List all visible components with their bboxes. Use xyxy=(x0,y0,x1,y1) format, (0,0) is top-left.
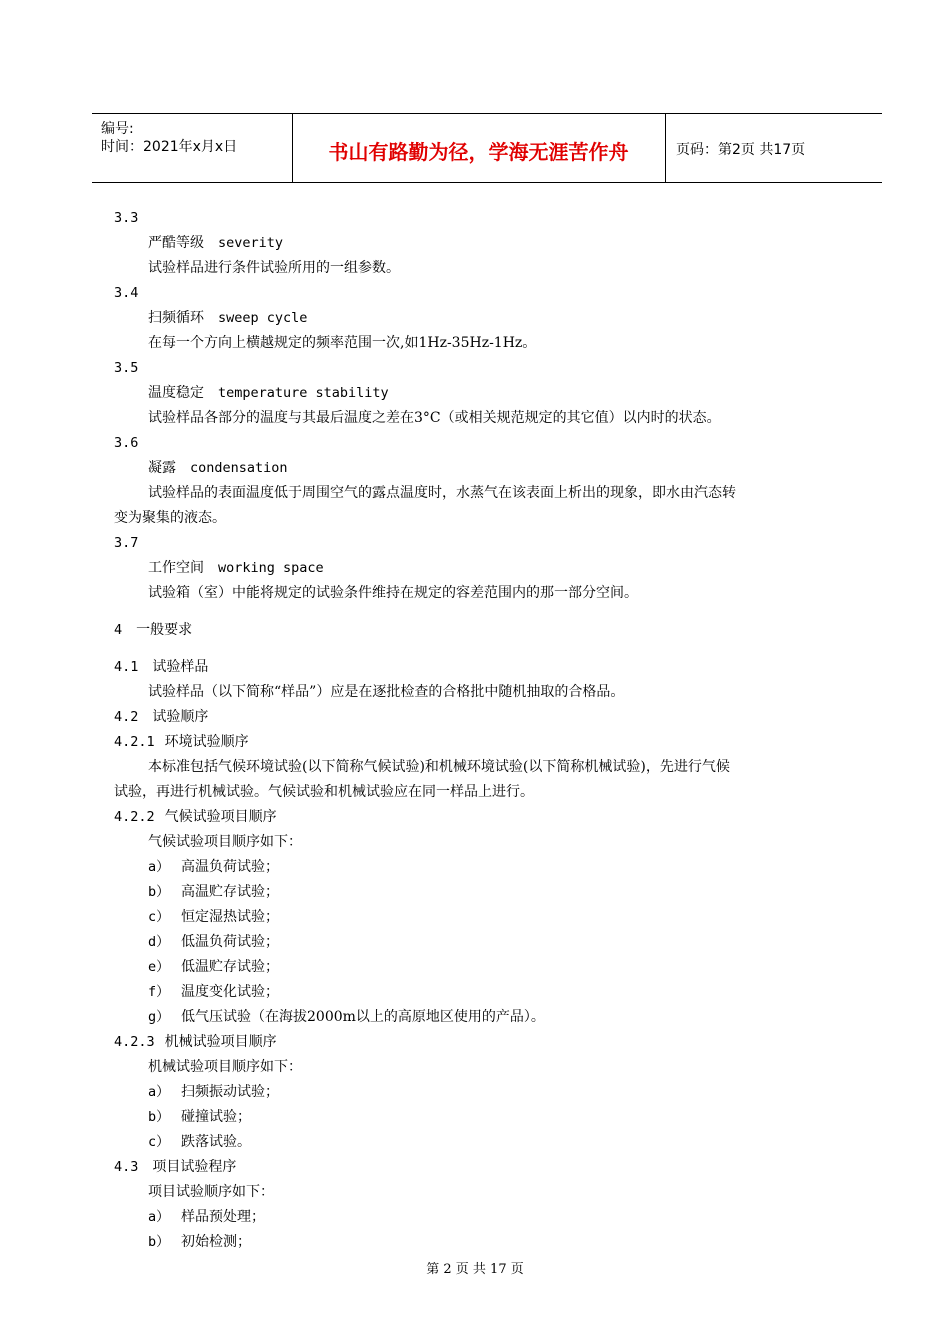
list-text: 初始检测； xyxy=(181,1234,251,1250)
term-number: 3.6 xyxy=(114,435,139,451)
number-label: 编号: xyxy=(101,121,134,137)
list-text: 低温负荷试验； xyxy=(181,934,279,950)
list-item xyxy=(148,983,279,1001)
paragraph: 机械试验项目顺序如下： xyxy=(148,1059,302,1075)
list-marker: a） xyxy=(148,1084,170,1100)
list-item xyxy=(148,1008,545,1026)
paragraph: 气候试验项目顺序如下： xyxy=(148,834,302,850)
term-definition: 试验样品各部分的温度与其最后温度之差在3°C（或相关规范规定的其它值）以内时的状态。 xyxy=(148,410,721,426)
list-item xyxy=(148,933,279,951)
motto: 书山有路勤为径，学海无涯苦作舟 xyxy=(328,140,629,164)
subsection-heading xyxy=(114,658,208,676)
term-en: condensation xyxy=(190,460,288,476)
list-text: 高温贮存试验； xyxy=(181,884,279,900)
term-en: severity xyxy=(218,235,284,251)
header-middle-cell xyxy=(292,114,666,182)
list-item xyxy=(148,883,279,901)
list-marker: b） xyxy=(148,884,170,900)
subsection-heading xyxy=(114,808,277,826)
list-text: 温度变化试验； xyxy=(181,984,279,1000)
subsection-number: 4.2.2 xyxy=(114,809,155,825)
subsection-title: 试验样品 xyxy=(152,659,209,675)
subsection-heading xyxy=(114,708,208,726)
section-number: 4 xyxy=(114,622,123,638)
term-heading xyxy=(148,459,288,477)
list-marker: c） xyxy=(148,1134,170,1150)
list-item xyxy=(148,1083,279,1101)
list-item xyxy=(148,958,279,976)
list-text: 扫频振动试验； xyxy=(181,1084,279,1100)
subsection-number: 4.2 xyxy=(114,709,139,725)
page-header xyxy=(92,113,882,183)
term-definition: 试验样品的表面温度低于周围空气的露点温度时，水蒸气在该表面上析出的现象，即水由汽态转 xyxy=(148,485,736,501)
list-marker: f） xyxy=(148,984,170,1000)
list-item xyxy=(148,858,279,876)
term-cn: 工作空间 xyxy=(148,560,204,576)
term-definition: 试验箱（室）中能将规定的试验条件维持在规定的容差范围内的那一部分空间。 xyxy=(148,585,638,601)
list-marker: a） xyxy=(148,859,170,875)
subsection-number: 4.3 xyxy=(114,1159,139,1175)
list-text: 恒定湿热试验； xyxy=(181,909,279,925)
term-cn: 凝露 xyxy=(148,460,176,476)
list-text: 低气压试验（在海拔2000m以上的高原地区使用的产品）。 xyxy=(181,1009,545,1025)
header-left-cell xyxy=(92,114,293,182)
term-cn: 温度稳定 xyxy=(148,385,204,401)
page-info: 页码：第2页 共17页 xyxy=(676,142,806,158)
term-number: 3.5 xyxy=(114,360,139,376)
term-number: 3.4 xyxy=(114,285,139,301)
list-item xyxy=(148,1208,265,1226)
term-cn: 扫频循环 xyxy=(148,310,204,326)
term-definition: 试验样品进行条件试验所用的一组参数。 xyxy=(148,260,400,276)
term-heading xyxy=(148,309,307,327)
term-heading xyxy=(148,559,324,577)
paragraph: 项目试验顺序如下： xyxy=(148,1184,274,1200)
page-footer: 第 2 页 共 17 页 xyxy=(426,1262,524,1277)
term-en: sweep cycle xyxy=(218,310,308,326)
subsection-heading xyxy=(114,1033,277,1051)
term-heading xyxy=(148,234,283,252)
section-title: 一般要求 xyxy=(136,622,193,638)
list-item xyxy=(148,1133,251,1151)
list-marker: a） xyxy=(148,1209,170,1225)
paragraph-continued: 试验，再进行机械试验。气候试验和机械试验应在同一样品上进行。 xyxy=(114,784,534,800)
term-definition-continued: 变为聚集的液态。 xyxy=(114,510,226,526)
list-text: 低温贮存试验； xyxy=(181,959,279,975)
list-marker: d） xyxy=(148,934,170,950)
subsection-number: 4.2.3 xyxy=(114,1034,155,1050)
header-right-cell xyxy=(666,114,882,182)
list-text: 碰撞试验； xyxy=(181,1109,251,1125)
paragraph: 试验样品（以下简称“样品”）应是在逐批检查的合格批中随机抽取的合格品。 xyxy=(148,684,625,700)
subsection-title: 项目试验程序 xyxy=(152,1159,237,1175)
subsection-title: 气候试验项目顺序 xyxy=(164,809,277,825)
term-cn: 严酷等级 xyxy=(148,235,204,251)
list-text: 高温负荷试验； xyxy=(181,859,279,875)
subsection-number: 4.1 xyxy=(114,659,139,675)
list-marker: b） xyxy=(148,1109,170,1125)
list-text: 样品预处理； xyxy=(181,1209,265,1225)
subsection-title: 环境试验顺序 xyxy=(164,734,249,750)
list-item xyxy=(148,908,279,926)
section-heading xyxy=(114,621,192,639)
subsection-heading xyxy=(114,1158,236,1176)
list-marker: c） xyxy=(148,909,170,925)
paragraph: 本标准包括气候环境试验(以下简称气候试验)和机械环境试验(以下简称机械试验)，先进行气候 xyxy=(148,759,730,775)
subsection-number: 4.2.1 xyxy=(114,734,155,750)
list-marker: e） xyxy=(148,959,170,975)
term-number: 3.7 xyxy=(114,535,139,551)
term-definition: 在每一个方向上横越规定的频率范围一次,如1Hz-35Hz-1Hz。 xyxy=(148,335,537,351)
list-marker: g） xyxy=(148,1009,170,1025)
list-text: 跌落试验。 xyxy=(181,1134,251,1150)
subsection-heading xyxy=(114,733,249,751)
time-label: 时间：2021年x月x日 xyxy=(101,139,238,155)
subsection-title: 试验顺序 xyxy=(152,709,209,725)
term-en: working space xyxy=(218,560,324,576)
list-item xyxy=(148,1233,251,1251)
list-item xyxy=(148,1108,251,1126)
term-number: 3.3 xyxy=(114,210,139,226)
term-heading xyxy=(148,384,389,402)
subsection-title: 机械试验项目顺序 xyxy=(164,1034,277,1050)
term-en: temperature stability xyxy=(218,385,389,401)
list-marker: b） xyxy=(148,1234,170,1250)
